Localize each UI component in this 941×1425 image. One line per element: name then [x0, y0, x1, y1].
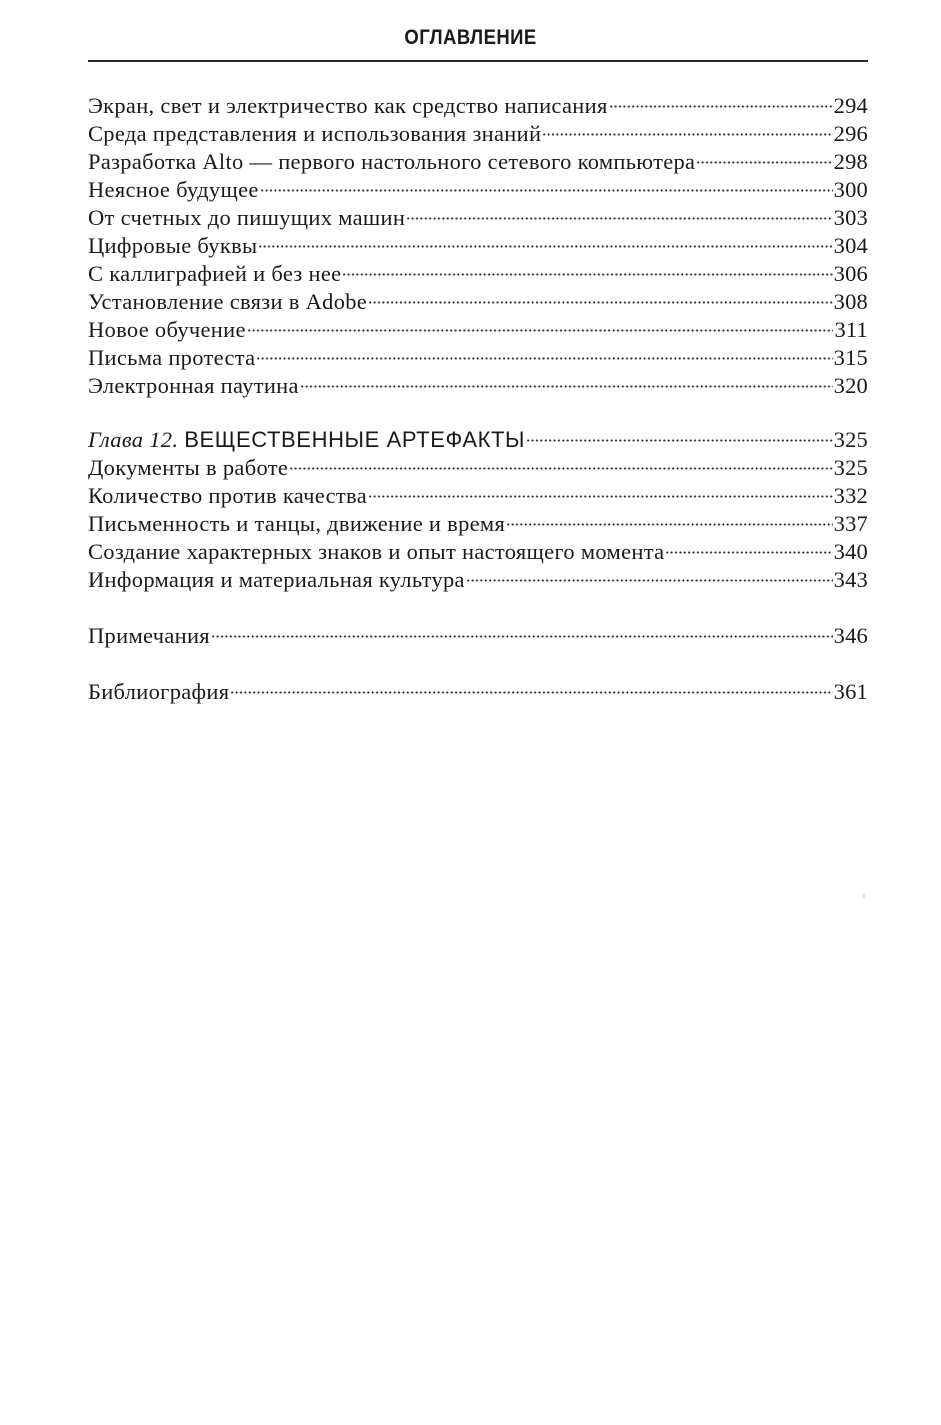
toc-entry-title: Экран, свет и электричество как средство написания: [88, 93, 608, 118]
toc-entry-title: Письменность и танцы, движение и время: [88, 511, 506, 536]
dot-leader: [542, 133, 832, 136]
toc-entry-title: Библиография: [88, 679, 230, 704]
toc-entry: [88, 454, 868, 482]
dot-leader: [247, 329, 834, 332]
toc-entry: [88, 92, 868, 120]
toc-entry-title: Письма протеста: [88, 345, 256, 370]
toc-entry: [88, 372, 868, 400]
toc-entry: [88, 148, 868, 176]
section-gap: [88, 400, 868, 426]
toc-entry-page: 343: [833, 567, 868, 592]
section-gap: [88, 650, 868, 678]
toc-entry-page: 325: [833, 455, 868, 480]
toc-entry-page: 304: [833, 233, 868, 258]
toc-entry-title: Электронная паутина: [88, 373, 299, 398]
toc-entry-page: 303: [833, 205, 868, 230]
toc-entry-title: От счетных до пишущих машин: [88, 205, 406, 230]
toc-entry: [88, 260, 868, 288]
chapter-page: 325: [833, 427, 868, 452]
dot-leader: [230, 691, 832, 694]
toc-entry-page: 306: [833, 261, 868, 286]
table-of-contents: [88, 92, 868, 706]
dot-leader: [406, 217, 832, 220]
toc-entry-page: 300: [833, 177, 868, 202]
toc-entry-notes: [88, 622, 868, 650]
toc-entry-page: 296: [833, 121, 868, 146]
toc-entry-title: Неясное будущее: [88, 177, 259, 202]
chapter-heading: [88, 426, 868, 454]
toc-entry-page: 346: [833, 623, 868, 648]
toc-entry-title: Цифровые буквы: [88, 233, 258, 258]
dot-leader: [506, 523, 833, 526]
toc-entry-page: 308: [833, 289, 868, 314]
toc-entry-title: Информация и материальная культура: [88, 567, 465, 592]
toc-entry-title: Новое обучение: [88, 317, 246, 342]
header-rule: [88, 60, 868, 62]
dot-leader: [256, 357, 832, 360]
toc-entry: [88, 288, 868, 316]
section-gap: [88, 594, 868, 622]
toc-entry-title: Документы в работе: [88, 455, 289, 480]
toc-entry-page: 340: [833, 539, 868, 564]
toc-entry-title: Установление связи в Adobe: [88, 289, 368, 314]
chapter-name: ВЕЩЕСТВЕННЫЕ АРТЕФАКТЫ: [184, 427, 526, 452]
toc-entry: [88, 510, 868, 538]
dot-leader: [289, 467, 833, 470]
dot-leader: [368, 495, 833, 498]
chapter-title: [88, 426, 525, 454]
toc-entry-page: 320: [833, 373, 868, 398]
toc-entry-page: 311: [834, 317, 868, 342]
dot-leader: [342, 273, 832, 276]
toc-entry-page: 361: [833, 679, 868, 704]
dot-leader: [609, 105, 833, 108]
dot-leader: [258, 245, 832, 248]
toc-entry: [88, 120, 868, 148]
toc-entry-title: Среда представления и использования знаний: [88, 121, 542, 146]
dot-leader: [260, 189, 833, 192]
toc-entry: [88, 538, 868, 566]
dot-leader: [300, 385, 833, 388]
toc-entry-title: С каллиграфией и без нее: [88, 261, 342, 286]
toc-entry-page: 298: [833, 149, 868, 174]
toc-entry-title: Примечания: [88, 623, 210, 648]
toc-entry: [88, 482, 868, 510]
dot-leader: [696, 161, 832, 164]
dot-leader: [665, 551, 832, 554]
toc-entry-title: Разработка Alto — первого настольного сетевого компьютера: [88, 149, 696, 174]
toc-entry-page: 332: [833, 483, 868, 508]
toc-entry-title: Создание характерных знаков и опыт настоящего момента: [88, 539, 665, 564]
toc-entry: [88, 204, 868, 232]
toc-entry-title: Количество против качества: [88, 483, 367, 508]
dot-leader: [211, 635, 833, 638]
chapter-label: Глава 12.: [88, 427, 179, 452]
toc-entry-page: 315: [833, 345, 868, 370]
toc-entry-page: 294: [833, 93, 868, 118]
toc-entry-page: 337: [833, 511, 868, 536]
paper-speck: [862, 893, 865, 899]
toc-entry: [88, 232, 868, 260]
toc-entry: [88, 344, 868, 372]
toc-entry: [88, 566, 868, 594]
toc-entry: [88, 316, 868, 344]
dot-leader: [368, 301, 833, 304]
dot-leader: [466, 579, 833, 582]
toc-entry-bibliography: [88, 678, 868, 706]
dot-leader: [526, 439, 833, 442]
toc-entry: [88, 176, 868, 204]
page-title: ОГЛАВЛЕНИЕ: [404, 26, 537, 49]
